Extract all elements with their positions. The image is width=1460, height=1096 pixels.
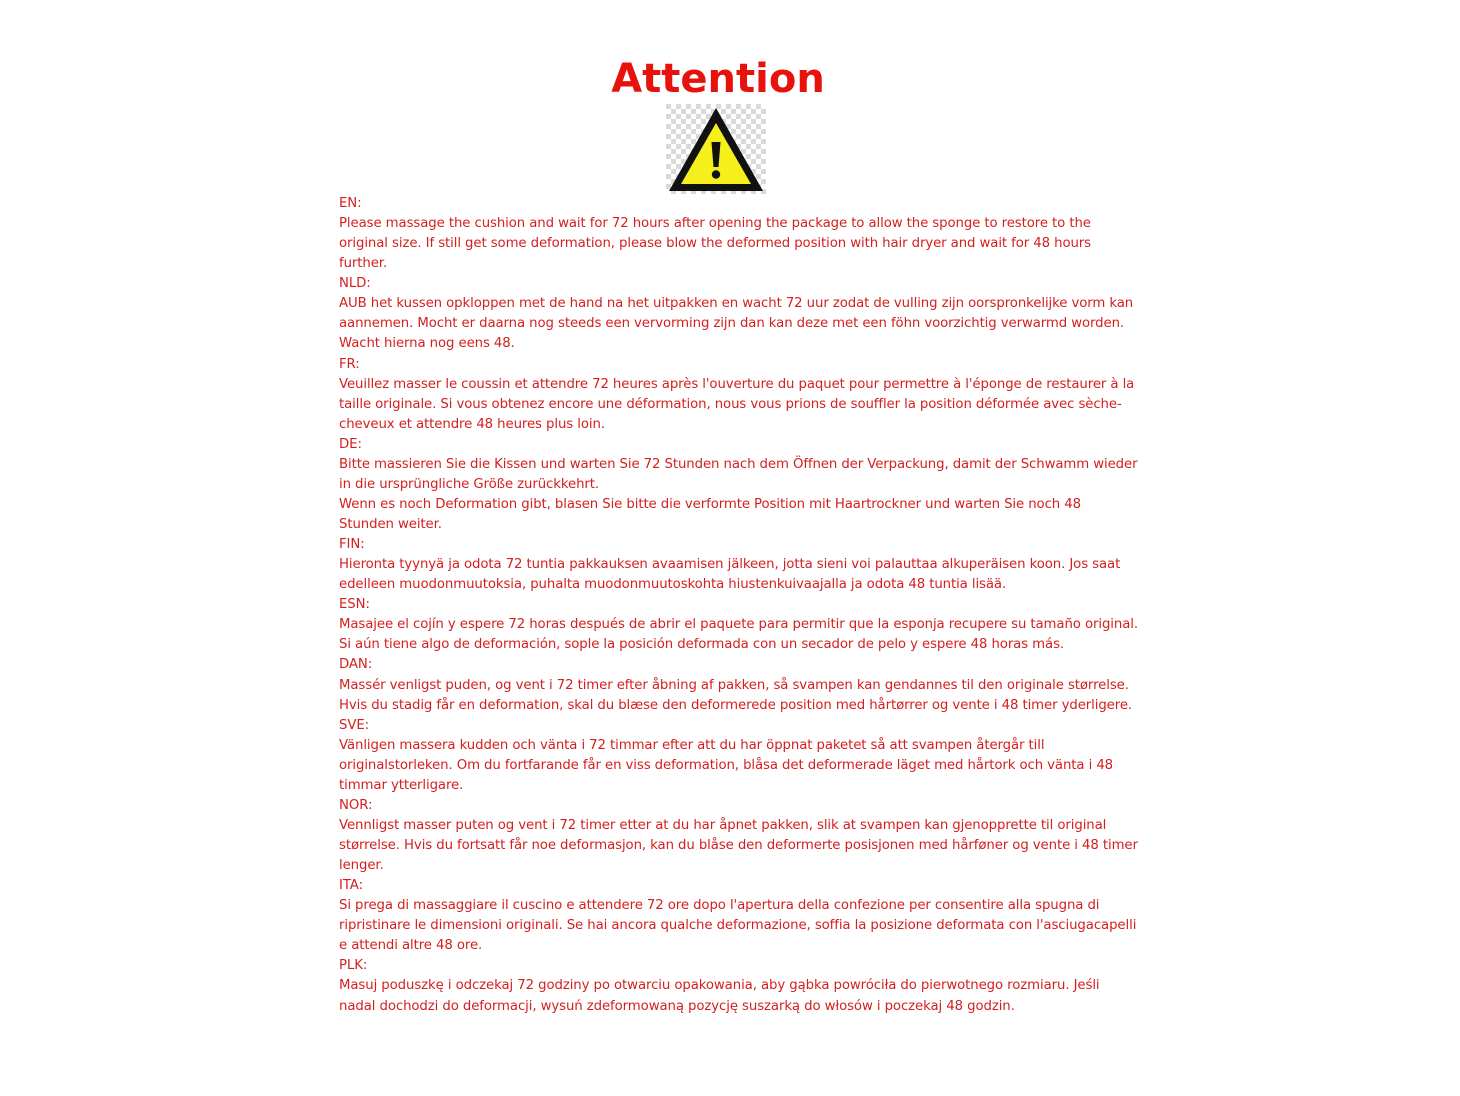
instruction-paragraph: Vänligen massera kudden och vänta i 72 timmar efter att du har öppnat paketet så att svampen återgår till originalstorleken. Om du fortfarande får en viss deformation, blåsa det deformerade läget med hårtork och vänta i 48 timmar ytterligare. (339, 737, 1114, 793)
language-code: DAN: (339, 657, 373, 673)
language-code: SVE: (339, 717, 370, 733)
language-code: FIN: (339, 537, 365, 553)
language-code: DE: (339, 436, 362, 452)
instruction-paragraph: Massér venligst puden, og vent i 72 timer efter åbning af pakken, så svampen kan gendannes til den originale størrelse. Hvis du stadig får en deformation, skal du blæse den deformerede position med hårtørrer og vente i 48 timer yderligere. (339, 677, 1133, 713)
instruction-paragraph: Masuj poduszkę i odczekaj 72 godziny po otwarciu opakowania, aby gąbka powróciła do pierwotnego rozmiaru. Jeśli nadal dochodzi do deformacji, wysuń zdeformowaną pozycję suszarką do włosów i poczekaj 48 godzin. (339, 978, 1100, 1014)
language-code: FR: (339, 356, 360, 372)
warning-triangle-icon (666, 104, 766, 194)
instruction-paragraph: Vennligst masser puten og vent i 72 timer etter at du har åpnet pakken, slik at svampen kan gjenopprette til original størrelse. Hvis du fortsatt får noe deformasjon, kan du blåse den deformerte posisjonen med hårføner og vente i 48 timer lenger. (339, 817, 1138, 874)
instruction-paragraph: Bitte massieren Sie die Kissen und warten Sie 72 Stunden nach dem Öffnen der Verpackung, damit der Schwamm wieder in die ursprüngliche Größe zurückkehrt. (339, 456, 1138, 492)
instructions-body (339, 194, 1139, 1017)
instruction-paragraph: Please massage the cushion and wait for 72 hours after opening the package to allow the sponge to restore to the original size. If still get some deformation, please blow the deformed position with hair dryer and wait for 48 hours further. (339, 216, 1092, 272)
language-code: ESN: (339, 597, 370, 613)
instruction-paragraph: Wenn es noch Deformation gibt, blasen Sie bitte die verformte Position mit Haartrockner und warten Sie noch 48 Stunden weiter. (339, 496, 1081, 532)
instruction-paragraph: Si prega di massaggiare il cuscino e attendere 72 ore dopo l'apertura della confezione per consentire alla spugna di ripristinare le dimensioni originali. Se hai ancora qualche deformazione, soffia la posizione deformata con l'asciugacapelli e attendi altre 48 ore. (339, 898, 1137, 954)
instruction-paragraph: Masajee el cojín y espere 72 horas después de abrir el paquete para permitir que la esponja recupere su tamaño original. Si aún tiene algo de deformación, sople la posición deformada con un secador de pelo y espere 48 horas más. (339, 617, 1138, 653)
instruction-paragraph: AUB het kussen opkloppen met de hand na het uitpakken en wacht 72 uur zodat de vulling zijn oorspronkelijke vorm kan aannemen. Mocht er daarna nog steeds een vervorming zijn dan kan deze met een föhn voorzichtig verwarmd worden. Wacht hierna nog eens 48. (339, 296, 1134, 352)
language-code: PLK: (339, 958, 368, 974)
language-code: ITA: (339, 878, 363, 894)
page-title: Attention (611, 56, 825, 102)
language-code: NLD: (339, 276, 371, 292)
instruction-paragraph: Veuillez masser le coussin et attendre 72 heures après l'ouverture du paquet pour permettre à l'éponge de restaurer à la taille originale. Si vous obtenez encore une déformation, nous vous prions de souffler la position déformée avec sèche-cheveux et attendre 48 heures plus loin. (339, 376, 1135, 432)
instruction-paragraph: Hieronta tyynyä ja odota 72 tuntia pakkauksen avaamisen jälkeen, jotta sieni voi palauttaa alkuperäisen koon. Jos saat edelleen muodonmuutoksia, puhalta muodonmuutoskohta hiustenkuivaajalla ja odota 48 tuntia lisää. (339, 557, 1121, 593)
language-code: NOR: (339, 797, 373, 813)
language-code: EN: (339, 196, 362, 211)
